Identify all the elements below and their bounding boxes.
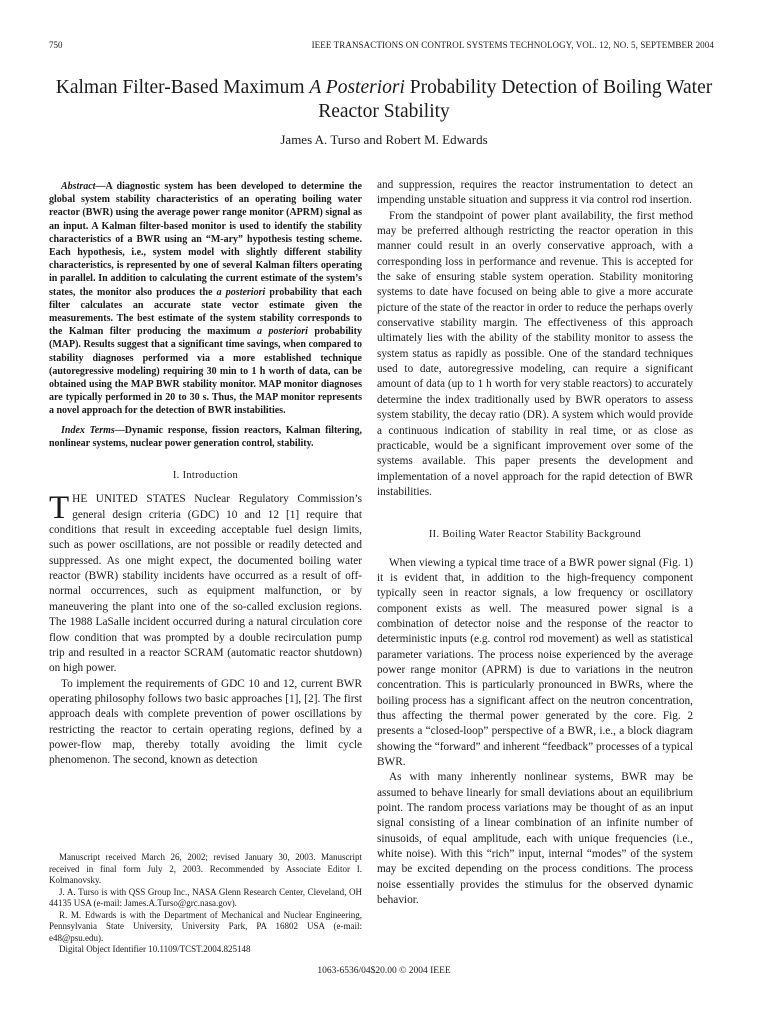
title-part-1: Kalman Filter-Based Maximum (55, 77, 310, 98)
index-terms-lead: Index Terms (61, 424, 115, 436)
abstract-text-3: probability (MAP). Results suggest that a significant time savings, when compared to stability diagnoses performed via a more established technique (autoregressive modeling) requiring 30 min to 1 h worth of data, can be obtained using the MAP BWR stability monitor. MAP monitor diagnoses are typically performed in 20 to 30 s. Thus, the MAP monitor represents a novel approach for the detection of BWR instabilities. (49, 326, 362, 417)
right-paragraph-continued: and suppression, requires the reactor instrumentation to detect an impending unstable situation and suppress it via control rod insertion. (377, 179, 693, 207)
footnote-turso: J. A. Turso is with QSS Group Inc., NASA Glenn Research Center, Cleveland, OH 44135 USA (e-mail: James.A.Turso@grc.nasa.gov). (49, 886, 362, 908)
intro-paragraph-2: To implement the requirements of GDC 10 and 12, current BWR operating philosophy follows two basic approaches [1], [2]. The first approach deals with complete prevention of power oscillations by restricting the reactor to certain operating regions, defined by a power-flow map, thereby totally avoiding the limit cycle phenomenon. The second, known as detection (49, 677, 362, 767)
intro-paragraph-1-text: HE UNITED STATES Nuclear Regulatory Commission’s general design criteria (GDC) 10 and 12 [1] require that conditions that result in exceeding acceptable fuel design limits, such as power oscillations, are not possible or readily detected and suppressed. As one might expect, the documented boiling water reactor (BWR) stability incidents have occurred as a result of off-normal occurrences, such as equipment malfunction, or by maneuvering the plant into one of the so-called exclusion regions. The 1988 LaSalle incident occurred during a natural circulation core flow condition that was prompted by a double recirculation pump trip and resulted in a reactor SCRAM (automatic reactor shutdown) on high power. (49, 493, 362, 675)
abstract-italic-2: a posteriori (256, 326, 308, 338)
paper-title (40, 76, 728, 124)
index-terms-text: —Dynamic response, fission reactors, Kalman filtering, nonlinear systems, nuclear power generation control, stability. (49, 424, 362, 449)
section-heading-introduction: I. Introduction (172, 470, 239, 482)
copyright-line: 1063-6536/04$20.00 © 2004 IEEE (317, 966, 451, 976)
footnotes (49, 852, 362, 956)
footnote-edwards: R. M. Edwards is with the Department of Mechanical and Nuclear Engineering, Pennsylvania State University, University Park, PA 16802 USA (e-mail: e48@psu.edu). (49, 909, 362, 943)
index-terms (49, 424, 362, 450)
page-number: 750 (49, 40, 63, 50)
dropcap: T (49, 490, 70, 527)
footnote-doi: Digital Object Identifier 10.1109/TCST.2004.825148 (59, 944, 251, 954)
abstract-lead: Abstract (61, 181, 96, 192)
authors: James A. Turso and Robert M. Edwards (280, 132, 488, 147)
intro-paragraph-1 (49, 492, 362, 676)
section-heading-background: II. Boiling Water Reactor Stability Background (428, 529, 642, 541)
running-head: IEEE TRANSACTIONS ON CONTROL SYSTEMS TECHNOLOGY, VOL. 12, NO. 5, SEPTEMBER 2004 (311, 40, 714, 50)
right-column (377, 178, 693, 908)
abstract (49, 180, 362, 418)
abstract-text-1: —A diagnostic system has been developed to determine the global system stability characteristics of an operating boiling water reactor (BWR) using the average power range monitor (APRM) signal as an input. A Kalman filter-based monitor is used to identify the stability characteristics of a BWR using an “M-ary” hypothesis testing scheme. Each hypothesis, i.e., system model with slightly different stability characteristics, is represented by one of several Kalman filters operating in parallel. In addition to calculating the current estimate of the system’s states, the monitor also produces the (49, 181, 362, 298)
abstract-italic-1: a posteriori (216, 286, 266, 298)
title-part-3: Probability Detection of Boiling Water Reactor Stability (318, 77, 713, 122)
abstract-text-2: probability that each filter calculates an accurate state vector estimate given the measurements. The best estimate of the system stability corresponds to the Kalman filter producing the maximum (49, 286, 362, 338)
right-paragraph-4: When viewing a typical time trace of a BWR power signal (Fig. 1) it is evident that, in addition to the high-frequency component typically seen in reactor signals, a low frequency or oscillatory component exists as well. The measured power signal is a combination of detector noise and the response of the reactor to deterministic inputs (e.g. control rod movement) as well as statistical parameter variations. The process noise experienced by the average power range monitor (APRM) is due to variations in the neutron concentration. This is particularly pronounced in BWRs, where the boiling process has a significant affect on the neutron concentration, thus affecting the thermal power generated by the core. Fig. 2 presents a “closed-loop” perspective of a BWR, i.e., a block diagram showing the “forward” and inherent “feedback” processes of a typical BWR. (377, 556, 693, 769)
right-paragraph-3: From the standpoint of power plant availability, the first method may be preferred although restricting the reactor operation in this manner could result in an overly conservative approach, with a corresponding loss in performance and revenue. This is accepted for the sake of ensuring stable system operation. Stability monitoring systems to date have focused on being able to give a more accurate picture of the state of the reactor in order to reduce the perhaps overly conservative stability margin. The effectiveness of this approach ultimately lies with the ability of the stability monitor to assess the system status as rapidly as possible. One of the standard techniques used to date, autoregressive modeling, can require a significant amount of data (up to 1 h worth for very stable reactors) to accurately determine the index traditionally used by BWR operators to assess system stability, the decay ratio (DR). A system which would provide a continuous indication of stability in real time, or as close as practicable, would be a significant improvement over some of the systems available. This paper presents the development and implementation of a novel approach for the rapid detection of BWR instabilities. (377, 209, 693, 498)
title-italic: A Posteriori (309, 77, 405, 98)
left-column (49, 180, 362, 769)
footnote-manuscript: Manuscript received March 26, 2002; revised January 30, 2003. Manuscript received in final form July 2, 2003. Recommended by Associate Editor I. Kolmanovsky. (49, 852, 362, 885)
right-paragraph-5: As with many inherently nonlinear systems, BWR may be assumed to behave linearly for small deviations about an equilibrium point. The random process variations may be thought of as an input signal consisting of a linear combination of an infinite number of sinusoids, of equal amplitude, each with unique frequencies (i.e., white noise). With this “rich” input, internal “modes” of the system may be excited depending on the process conditions. The process noise essentially provides the stimulus for the observed dynamic behavior. (377, 771, 693, 907)
